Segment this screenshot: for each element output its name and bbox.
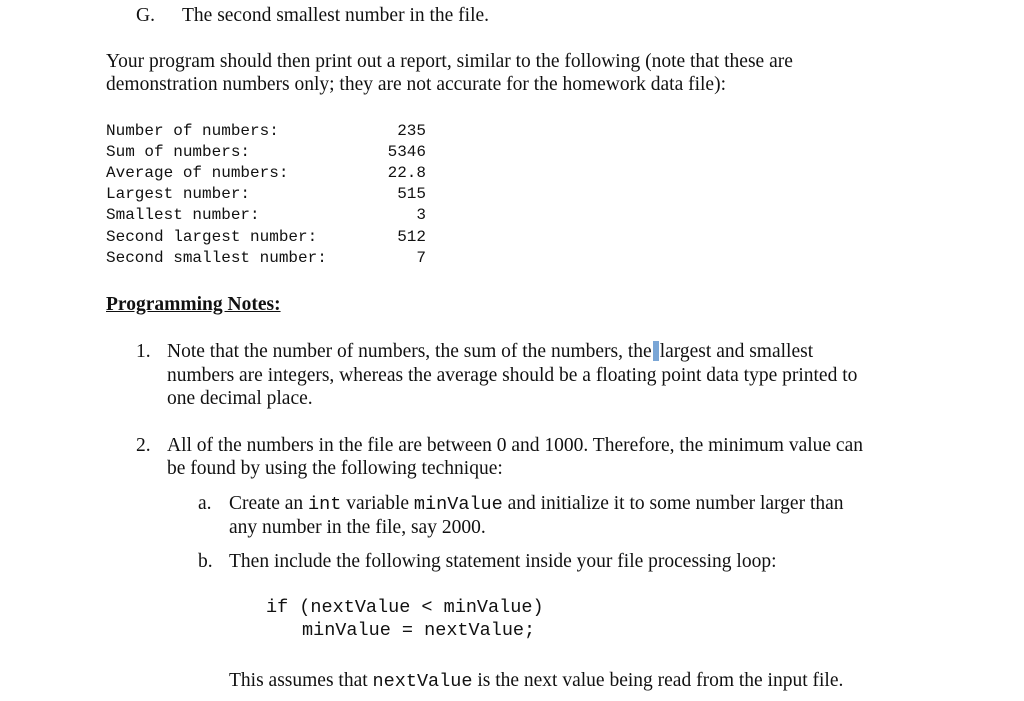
report-row: [106, 248, 436, 269]
sub-a-text: variable: [341, 493, 414, 514]
report-label: Sum of numbers:: [106, 143, 251, 161]
report-value: 235: [397, 122, 426, 140]
report-row: [106, 121, 436, 142]
report-label: Smallest number:: [106, 206, 260, 224]
report-row: [106, 205, 436, 226]
note-1-line-1-start: Note that the number of numbers, the sum of the numbers, the: [167, 341, 652, 362]
sub-a-text: and initialize it to some number larger than: [502, 493, 844, 514]
intro-line-2: demonstration numbers only; they are not accurate for the homework data file):: [106, 74, 726, 95]
report-label: Average of numbers:: [106, 164, 289, 182]
item-g-marker: G.: [136, 5, 155, 26]
note-2-line-1: All of the numbers in the file are between 0 and 1000. Therefore, the minimum value can: [167, 435, 863, 456]
report-row: [106, 227, 436, 248]
intro-line-1: Your program should then print out a report, similar to the following (note that these are: [106, 51, 793, 72]
report-value: 3: [416, 206, 426, 224]
note-2-line-2: be found by using the following technique:: [167, 458, 503, 479]
report-value: 5346: [387, 143, 426, 161]
programming-notes-heading: Programming Notes:: [106, 294, 281, 315]
inline-code: int: [308, 494, 342, 515]
report-value: 512: [397, 228, 426, 246]
report-label: Second smallest number:: [106, 249, 327, 267]
sub-a-line-1: [229, 492, 844, 516]
sub-b-text: Then include the following statement inside your file processing loop:: [229, 551, 777, 572]
inline-code: nextValue: [372, 671, 473, 692]
report-label: Largest number:: [106, 185, 251, 203]
note-1-line-2: numbers are integers, whereas the average should be a floating point data type printed to: [167, 365, 858, 386]
sub-a-line-2: any number in the file, say 2000.: [229, 517, 486, 538]
item-g-text: The second smallest number in the file.: [182, 5, 490, 26]
text-cursor: [653, 341, 659, 361]
code-line-1: if (nextValue < minValue): [266, 597, 544, 618]
report-label: Second largest number:: [106, 228, 318, 246]
report-row: [106, 163, 436, 184]
report-value: 22.8: [387, 164, 426, 182]
report-value: 515: [397, 185, 426, 203]
closing-text: is the next value being read from the input file.: [472, 670, 844, 691]
code-line-2: minValue = nextValue;: [302, 620, 536, 641]
sub-a-text: Create an: [229, 493, 309, 514]
note-1-line-1-end: largest and smallest: [659, 341, 814, 362]
closing-text: This assumes that: [229, 670, 373, 691]
inline-code: minValue: [413, 494, 503, 515]
note-1-line-1: [167, 340, 813, 363]
report-label: Number of numbers:: [106, 122, 279, 140]
report-row: [106, 184, 436, 205]
sub-a-marker: a.: [198, 493, 212, 514]
note-1-number: 1.: [136, 341, 151, 362]
report-value: 7: [416, 249, 426, 267]
report-row: [106, 142, 436, 163]
note-2-number: 2.: [136, 435, 151, 456]
note-1-line-3: one decimal place.: [167, 388, 313, 409]
sub-b-marker: b.: [198, 551, 213, 572]
closing-sentence: [229, 669, 843, 693]
